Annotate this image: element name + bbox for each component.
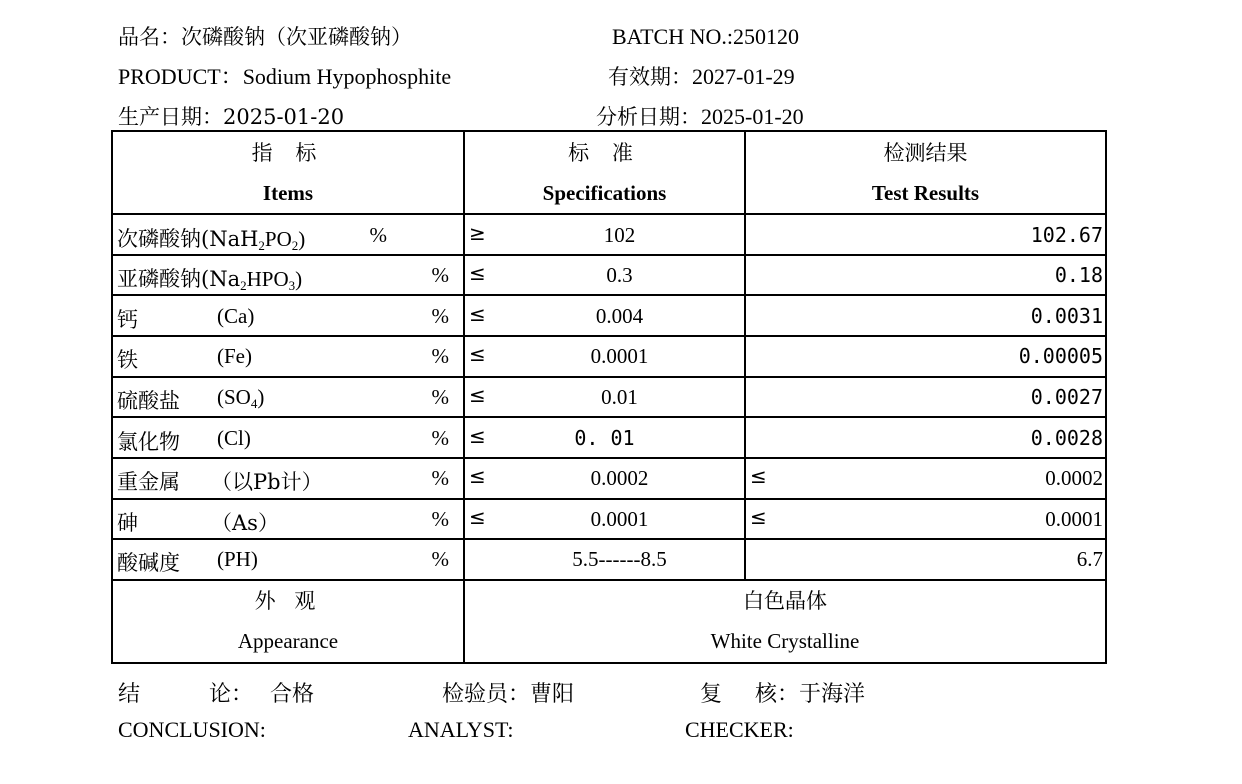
result-cell xyxy=(746,500,1105,538)
item-formula: （As） xyxy=(211,510,279,535)
coa-table xyxy=(111,130,1107,664)
result-value: 102.67 xyxy=(1030,222,1103,247)
item-cell xyxy=(113,337,463,375)
product-cn-name: 次磷酸钠（次亚磷酸钠） xyxy=(181,25,412,49)
item-name: 亚磷酸钠$(Na_2HPO_3)$ xyxy=(117,267,303,294)
expiry-date: 2027-01-29 xyxy=(692,64,795,89)
item-formula: （以Pb计） xyxy=(211,470,323,495)
result-cell xyxy=(746,419,1105,457)
unit-percent: % xyxy=(369,222,387,247)
item-name: 氯化物 xyxy=(117,429,180,454)
expiry-label: 有效期： xyxy=(608,65,692,89)
analysis-date-label: 分析日期： xyxy=(596,105,701,129)
analyst-name: 曹阳 xyxy=(530,682,575,707)
spec-value: 0.3 xyxy=(606,263,633,288)
unit-percent: % xyxy=(431,425,449,450)
item-cell xyxy=(113,419,463,457)
checker-label-en: CHECKER: xyxy=(685,717,794,742)
item-formula: $(SO_4)$ xyxy=(217,384,265,411)
item-formula: (Fe) xyxy=(217,344,252,369)
appearance-row xyxy=(112,580,1106,663)
table-header-row xyxy=(112,131,1106,214)
result-value: 0.0031 xyxy=(1030,303,1103,328)
table-row xyxy=(112,458,1106,499)
table-row xyxy=(112,499,1106,540)
item-formula: (Cl) xyxy=(217,425,251,450)
expiry-line xyxy=(608,64,795,90)
unit-percent: % xyxy=(431,263,449,288)
product-en-label: PRODUCT： xyxy=(118,64,243,89)
result-cell xyxy=(746,540,1105,578)
spec-cell xyxy=(465,297,744,335)
unit-percent: % xyxy=(431,344,449,369)
result-value: 6.7 xyxy=(1076,547,1103,572)
item-name: 钙 xyxy=(117,307,138,332)
analyst-label-en: ANALYST: xyxy=(408,717,514,742)
appearance-value-cell xyxy=(464,580,1106,663)
product-en-line xyxy=(118,64,451,90)
spec-cell xyxy=(465,419,744,457)
result-value: 0.0002 xyxy=(1045,466,1103,491)
unit-percent: % xyxy=(431,303,449,328)
result-operator: ≤ xyxy=(750,504,767,529)
result-operator: ≤ xyxy=(750,464,767,489)
unit-percent: % xyxy=(431,466,449,491)
spec-cell xyxy=(465,216,744,254)
result-value: 0.0001 xyxy=(1045,506,1103,531)
analyst-label-cn: 检验员： xyxy=(442,682,531,707)
conclusion-label-cn: 结 论： xyxy=(118,682,253,707)
spec-cell xyxy=(465,459,744,497)
conclusion-line xyxy=(118,677,314,708)
item-name: 硫酸盐 xyxy=(117,388,180,413)
appearance-label-en: Appearance xyxy=(237,629,339,654)
item-cell xyxy=(113,216,463,254)
batch-number: BATCH NO.:250120 xyxy=(612,24,800,49)
item-cell xyxy=(113,500,463,538)
spec-header-en: Specifications xyxy=(542,180,667,205)
table-row xyxy=(112,255,1106,296)
spec-value: 5.5------8.5 xyxy=(572,547,667,572)
spec-operator: ≤ xyxy=(469,261,486,286)
spec-operator: ≤ xyxy=(469,504,486,529)
table-row xyxy=(112,417,1106,458)
product-cn-line xyxy=(118,24,412,50)
spec-operator: ≤ xyxy=(469,464,486,489)
result-cell xyxy=(746,216,1105,254)
table-row xyxy=(112,377,1106,418)
item-cell xyxy=(113,256,463,294)
checker-name: 于海洋 xyxy=(799,682,866,707)
item-cell xyxy=(113,459,463,497)
unit-percent: % xyxy=(431,506,449,531)
item-name: 次磷酸钠$(NaH_2PO_2)$ xyxy=(117,226,306,253)
spec-header-cn: 标 准 xyxy=(568,140,641,165)
appearance-label-cn: 外 观 xyxy=(254,589,322,614)
result-header-cn: 检测结果 xyxy=(883,140,968,165)
table-row xyxy=(112,539,1106,580)
unit-percent: % xyxy=(431,384,449,409)
result-cell xyxy=(746,256,1105,294)
result-cell xyxy=(746,297,1105,335)
item-formula: (PH) xyxy=(217,547,258,572)
result-value: 0.18 xyxy=(1054,263,1103,288)
spec-value: 0. 01 xyxy=(574,425,635,450)
unit-percent: % xyxy=(431,547,449,572)
spec-value: 0.0001 xyxy=(590,344,649,369)
product-cn-label: 品名： xyxy=(118,25,181,49)
result-cell xyxy=(746,459,1105,497)
item-formula: (Ca) xyxy=(217,303,255,328)
item-name: 酸碱度 xyxy=(117,551,180,576)
result-value: 0.0027 xyxy=(1030,384,1103,409)
production-date-label: 生产日期： xyxy=(118,105,223,129)
items-header-cn: 指 标 xyxy=(251,140,325,165)
result-header-en: Test Results xyxy=(871,180,980,205)
result-cell xyxy=(746,378,1105,416)
item-cell xyxy=(113,297,463,335)
spec-operator: ≤ xyxy=(469,423,486,448)
item-name: 砷 xyxy=(117,510,138,535)
spec-value: 0.0002 xyxy=(590,466,649,491)
table-row xyxy=(112,214,1106,255)
production-date: 2025-01-20 xyxy=(223,105,345,129)
conclusion-value: 合格 xyxy=(270,682,315,707)
checker-line xyxy=(700,677,865,708)
analysis-date-line xyxy=(596,104,804,130)
spec-operator: ≤ xyxy=(469,342,486,367)
item-name: 重金属 xyxy=(117,470,180,495)
spec-value: 0.01 xyxy=(601,384,638,409)
product-en-name: Sodium Hypophosphite xyxy=(242,64,452,89)
spec-cell xyxy=(465,256,744,294)
items-header-en: Items xyxy=(262,180,314,205)
item-name: 铁 xyxy=(117,348,138,373)
result-cell xyxy=(746,337,1105,375)
spec-cell xyxy=(465,378,744,416)
spec-value: 102 xyxy=(603,222,636,247)
analyst-line xyxy=(442,677,574,708)
appearance-value-en: White Crystalline xyxy=(710,629,860,654)
spec-value: 0.004 xyxy=(595,303,644,328)
spec-cell xyxy=(465,500,744,538)
result-header xyxy=(745,131,1106,214)
production-date-line xyxy=(118,104,344,130)
items-header xyxy=(112,131,464,214)
table-row xyxy=(112,295,1106,336)
spec-operator: ≥ xyxy=(469,220,486,245)
appearance-value-cn: 白色晶体 xyxy=(743,589,827,614)
table-row xyxy=(112,336,1106,377)
conclusion-label-en: CONCLUSION: xyxy=(118,717,266,742)
result-value: 0.00005 xyxy=(1018,344,1103,369)
appearance-label-cell xyxy=(112,580,464,663)
result-value: 0.0028 xyxy=(1030,425,1103,450)
spec-value: 0.0001 xyxy=(590,506,649,531)
spec-header xyxy=(464,131,745,214)
spec-cell xyxy=(465,337,744,375)
spec-cell xyxy=(465,540,744,578)
item-cell xyxy=(113,540,463,578)
analysis-date: 2025-01-20 xyxy=(701,104,804,129)
spec-operator: ≤ xyxy=(469,301,486,326)
item-cell xyxy=(113,378,463,416)
spec-operator: ≤ xyxy=(469,382,486,407)
checker-label-cn: 复 核： xyxy=(700,682,799,707)
